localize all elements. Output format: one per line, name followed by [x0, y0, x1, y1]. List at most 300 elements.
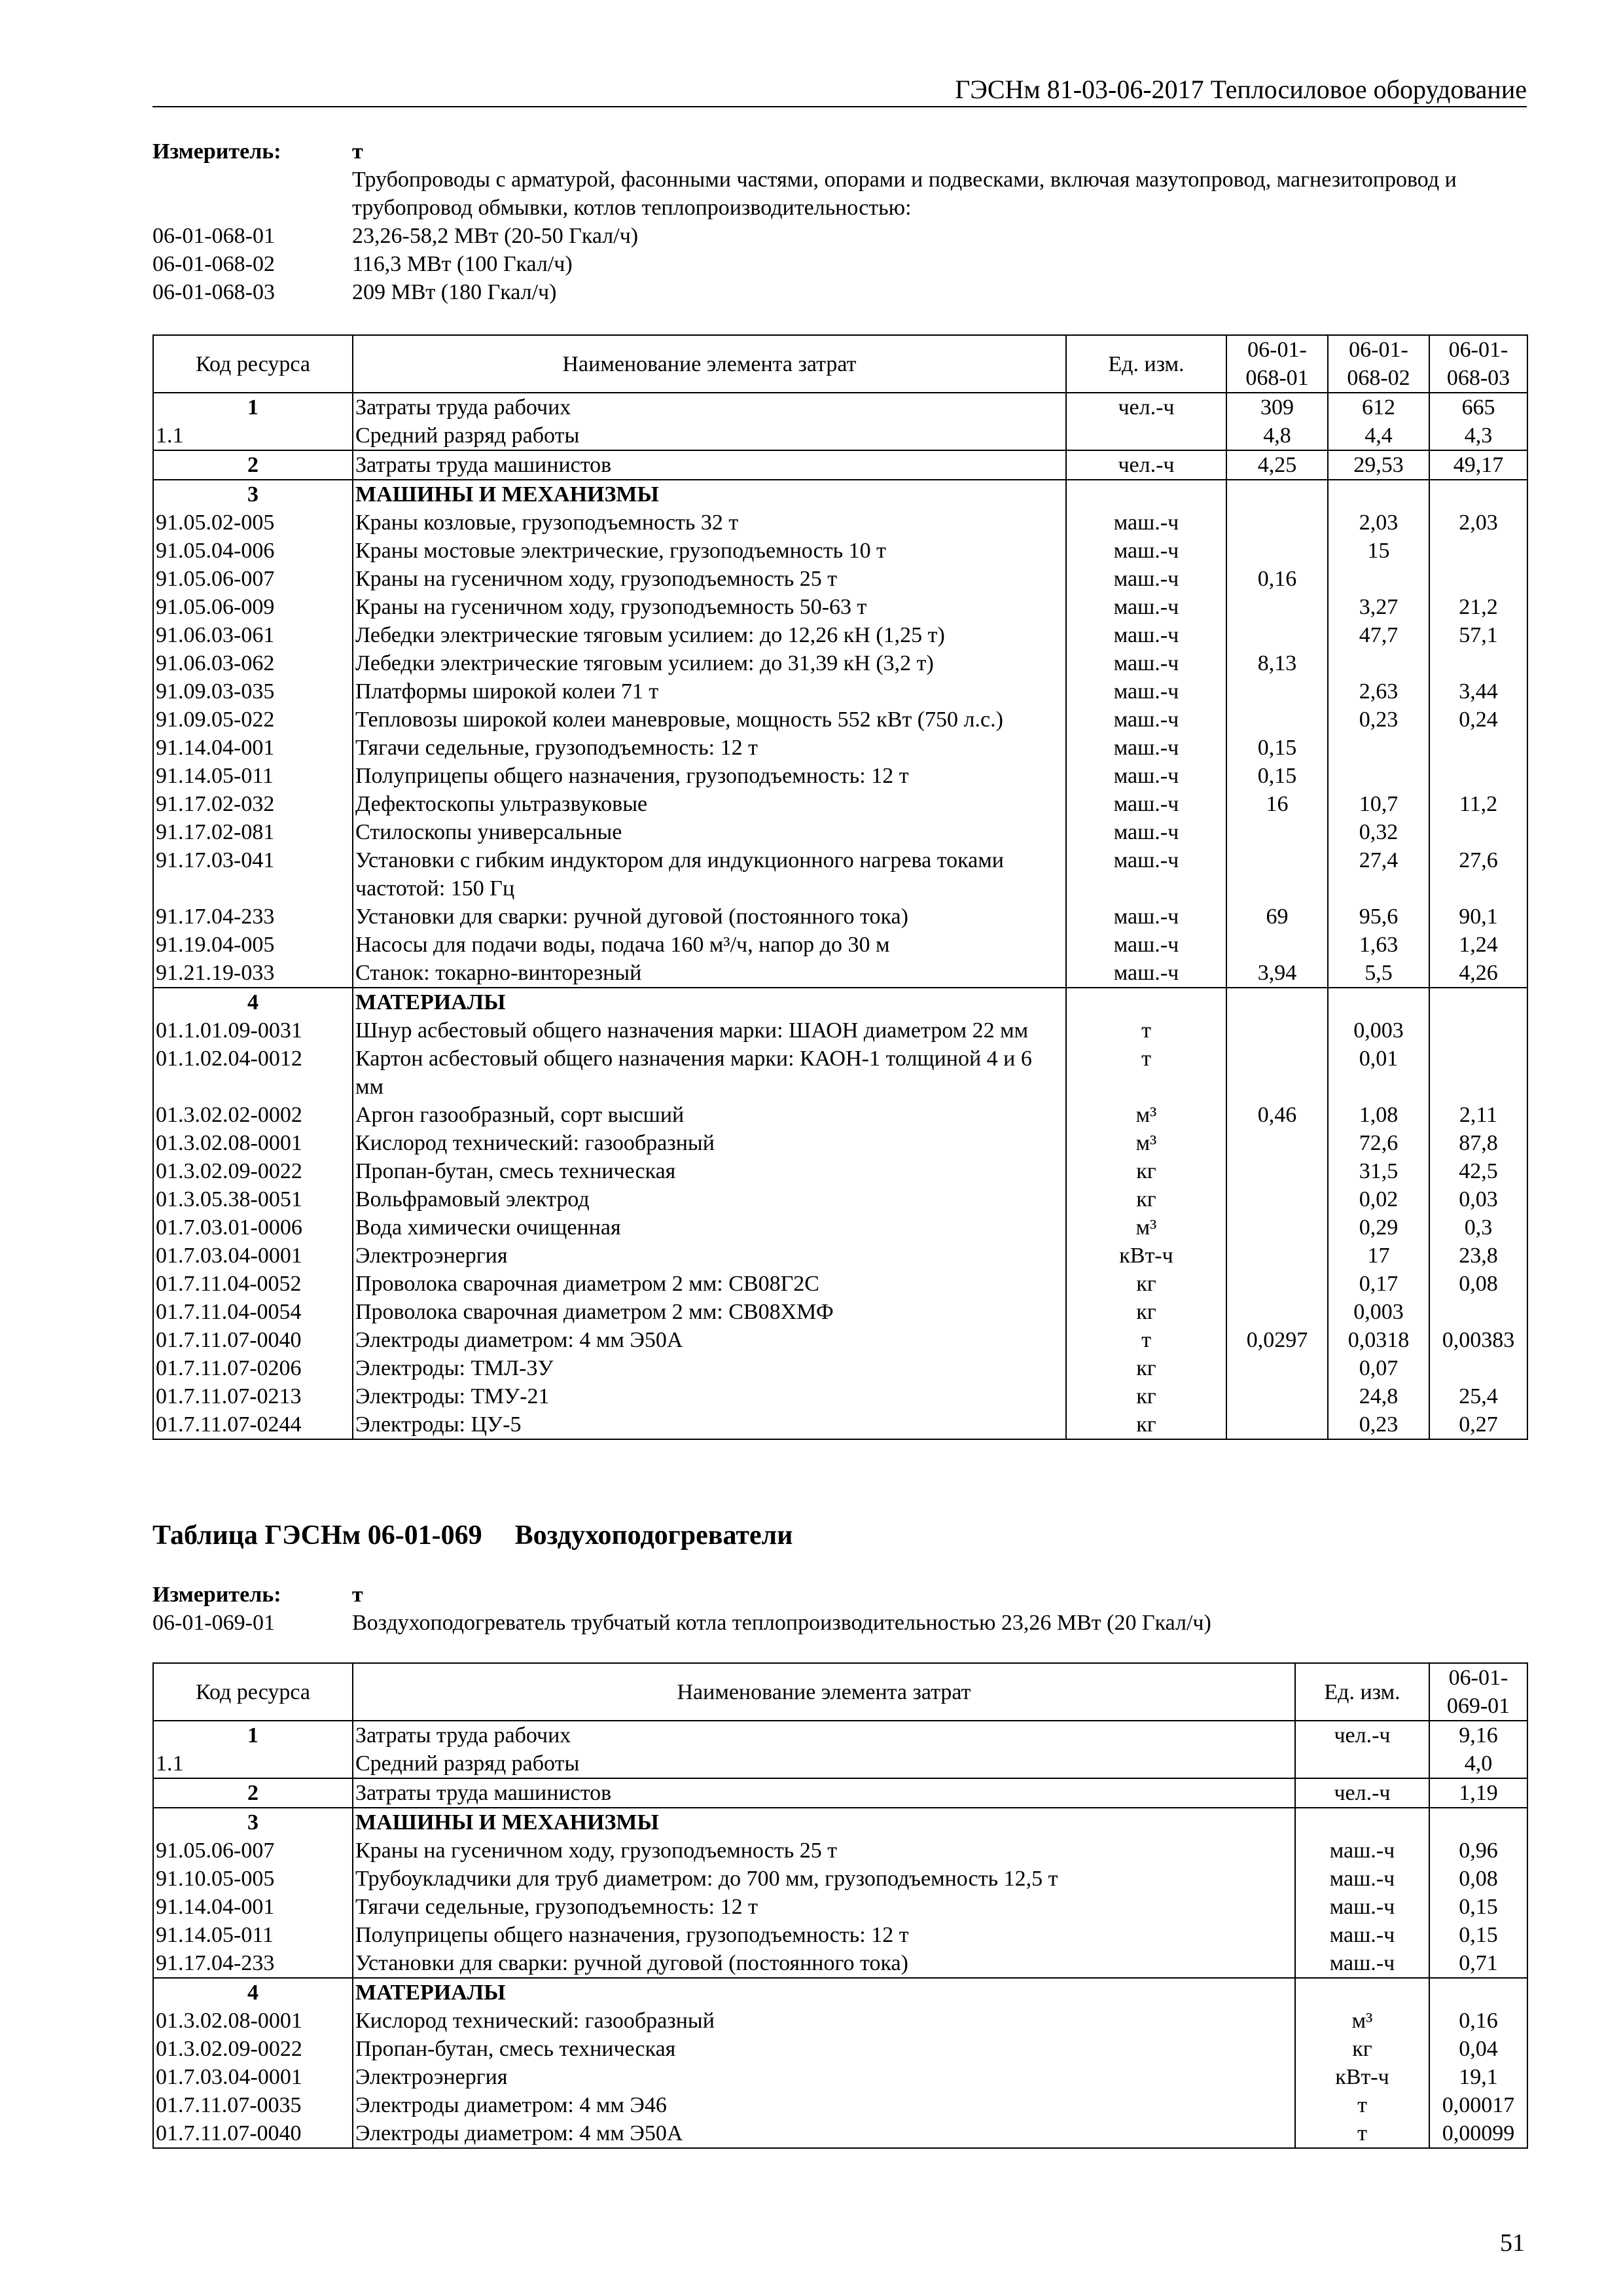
resource-name: Трубоукладчики для труб диаметром: до 700 мм, грузоподъемность 12,5 т [353, 1865, 1295, 1893]
resource-name: Картон асбестовый общего назначения марки: КАОН-1 толщиной 4 и 6 мм [353, 1045, 1066, 1101]
resource-code: 91.17.02-081 [153, 818, 353, 846]
resource-value-v1: 4,0 [1429, 1749, 1527, 1778]
resource-code: 01.7.11.07-0206 [153, 1354, 353, 1382]
resource-name: Затраты труда машинистов [353, 1778, 1295, 1808]
resource-value-v1: 0,15 [1429, 1921, 1527, 1949]
table-row [153, 450, 1527, 480]
resource-value-v1: 0,15 [1429, 1893, 1527, 1921]
work-item-code: 06-01-068-02 [152, 252, 275, 276]
resource-value-v2: 27,4 [1328, 846, 1429, 903]
resource-unit: кВт-ч [1066, 1242, 1226, 1270]
resource-unit: маш.-ч [1066, 931, 1226, 959]
resource-unit [1295, 1808, 1429, 1837]
resource-value-v3: 27,6 [1429, 846, 1527, 903]
resource-unit: маш.-ч [1295, 1921, 1429, 1949]
resource-value-v1 [1226, 509, 1328, 537]
resource-name: МАТЕРИАЛЫ [353, 988, 1066, 1016]
resource-value-v2 [1328, 480, 1429, 509]
resource-name: Краны мостовые электрические, грузоподъемность 10 т [353, 537, 1066, 565]
resource-code: 01.7.11.07-0040 [153, 1326, 353, 1354]
resource-value-v3 [1429, 565, 1527, 593]
resource-unit: м³ [1066, 1101, 1226, 1129]
resource-code: 1 [153, 1721, 353, 1749]
resource-unit: кг [1066, 1354, 1226, 1382]
resource-name: Кислород технический: газообразный [353, 1129, 1066, 1157]
resource-name: Тепловозы широкой колеи маневровые, мощность 552 кВт (750 л.с.) [353, 706, 1066, 734]
item-text: Воздухоподогреватель трубчатый котла теплопроизводительностью 23,26 МВт (20 Гкал/ч) [352, 1611, 1211, 1635]
resource-value-v2: 1,63 [1328, 931, 1429, 959]
resource-value-v3: 665 [1429, 393, 1527, 422]
resource-value-v3 [1429, 762, 1527, 790]
resource-name: Электроды: ТМУ-21 [353, 1382, 1066, 1410]
table-row [153, 1101, 1527, 1129]
resource-value-v2: 24,8 [1328, 1382, 1429, 1410]
resource-value-v2: 5,5 [1328, 959, 1429, 988]
resource-value-v1: 0,96 [1429, 1837, 1527, 1865]
resource-value-v3 [1429, 1354, 1527, 1382]
work-item [152, 250, 1527, 278]
table-row [153, 903, 1527, 931]
resource-value-v3 [1429, 1045, 1527, 1101]
resource-code: 91.17.04-233 [153, 1949, 353, 1978]
resource-value-v1 [1226, 1270, 1328, 1298]
resource-value-v2: 31,5 [1328, 1157, 1429, 1185]
resource-code: 4 [153, 1978, 353, 2007]
resource-name: Средний разряд работы [353, 1749, 1295, 1778]
resource-value-v3: 0,08 [1429, 1270, 1527, 1298]
resource-name: Затраты труда рабочих [353, 393, 1066, 422]
resource-code: 91.05.04-006 [153, 537, 353, 565]
resource-value-v1: 0,00017 [1429, 2091, 1527, 2119]
resource-unit: маш.-ч [1295, 1893, 1429, 1921]
resource-name: Краны на гусеничном ходу, грузоподъемность 25 т [353, 565, 1066, 593]
resource-unit: кг [1066, 1270, 1226, 1298]
resource-value-v2: 29,53 [1328, 450, 1429, 480]
col-header-code: Код ресурса [153, 1663, 353, 1721]
resource-unit: маш.-ч [1066, 677, 1226, 706]
resource-value-v1 [1226, 1157, 1328, 1185]
table-row [153, 734, 1527, 762]
resource-value-v1 [1429, 1808, 1527, 1837]
resource-value-v2: 0,02 [1328, 1185, 1429, 1213]
resource-value-v3: 0,03 [1429, 1185, 1527, 1213]
resource-value-v1: 0,00099 [1429, 2119, 1527, 2148]
meter-unit: т [352, 139, 363, 164]
resource-value-v2 [1328, 734, 1429, 762]
resource-code: 01.7.03.04-0001 [153, 1242, 353, 1270]
resource-unit: чел.-ч [1295, 1778, 1429, 1808]
resource-code: 01.7.11.07-0035 [153, 2091, 353, 2119]
resource-value-v3: 2,11 [1429, 1101, 1527, 1129]
col-header-unit: Ед. изм. [1295, 1663, 1429, 1721]
resource-name: Проволока сварочная диаметром 2 мм: СВ08Г2С [353, 1270, 1066, 1298]
resource-value-v3 [1429, 1298, 1527, 1326]
resource-unit [1066, 988, 1226, 1016]
resource-value-v2 [1328, 649, 1429, 677]
resource-name: Электроды: ТМЛ-3У [353, 1354, 1066, 1382]
resource-value-v3: 0,27 [1429, 1410, 1527, 1439]
col-header-068-02: 06-01-068-02 [1328, 335, 1429, 393]
table-row [153, 1354, 1527, 1382]
resource-unit: кВт-ч [1295, 2063, 1429, 2091]
works-description: Трубопроводы с арматурой, фасонными частями, опорами и подвесками, включая мазутопровод, магнезитопровод и трубопровод обмывки, котлов теплопроизводительностью: [352, 168, 1457, 220]
resource-unit: кг [1066, 1185, 1226, 1213]
resource-code: 91.05.06-007 [153, 565, 353, 593]
resource-value-v2: 4,4 [1328, 422, 1429, 450]
resource-value-v3: 11,2 [1429, 790, 1527, 818]
resource-table-068 [152, 334, 1528, 1440]
resource-value-v1 [1226, 1213, 1328, 1242]
resource-value-v3: 87,8 [1429, 1129, 1527, 1157]
table-row [153, 1242, 1527, 1270]
meter-label-2: Измеритель: [152, 1583, 281, 1607]
resource-unit: м³ [1066, 1213, 1226, 1242]
resource-value-v1: 9,16 [1429, 1721, 1527, 1749]
resource-code: 1 [153, 393, 353, 422]
resource-code: 3 [153, 1808, 353, 1837]
resource-unit: маш.-ч [1066, 818, 1226, 846]
resource-code: 01.7.11.07-0244 [153, 1410, 353, 1439]
resource-value-v3: 4,26 [1429, 959, 1527, 988]
resource-value-v2: 17 [1328, 1242, 1429, 1270]
resource-value-v1: 0,46 [1226, 1101, 1328, 1129]
table-row [153, 565, 1527, 593]
resource-value-v2: 0,23 [1328, 1410, 1429, 1439]
resource-value-v2: 47,7 [1328, 621, 1429, 649]
resource-name: Пропан-бутан, смесь техническая [353, 2035, 1295, 2063]
table-row [153, 931, 1527, 959]
resource-code: 91.21.19-033 [153, 959, 353, 988]
resource-value-v1 [1226, 1354, 1328, 1382]
resource-unit: маш.-ч [1066, 846, 1226, 903]
resource-value-v2 [1328, 565, 1429, 593]
table-row [153, 2007, 1527, 2035]
resource-unit [1295, 1749, 1429, 1778]
resource-value-v1 [1429, 1978, 1527, 2007]
table-row [153, 621, 1527, 649]
work-item-code: 06-01-068-01 [152, 224, 275, 248]
resource-unit: маш.-ч [1066, 762, 1226, 790]
resource-value-v1 [1226, 537, 1328, 565]
resource-value-v2: 15 [1328, 537, 1429, 565]
table-row [153, 1298, 1527, 1326]
resource-unit: маш.-ч [1066, 593, 1226, 621]
table-row [153, 1382, 1527, 1410]
resource-value-v1: 3,94 [1226, 959, 1328, 988]
col-header-069-01: 06-01-069-01 [1429, 1663, 1527, 1721]
resource-name: Краны на гусеничном ходу, грузоподъемность 50-63 т [353, 593, 1066, 621]
col-header-code: Код ресурса [153, 335, 353, 393]
resource-value-v3 [1429, 537, 1527, 565]
resource-value-v3: 1,24 [1429, 931, 1527, 959]
resource-value-v1: 8,13 [1226, 649, 1328, 677]
table-row [153, 1865, 1527, 1893]
resource-value-v1: 4,8 [1226, 422, 1328, 450]
resource-code: 91.09.05-022 [153, 706, 353, 734]
table-row [153, 1949, 1527, 1978]
table-row [153, 2119, 1527, 2148]
resource-value-v3: 25,4 [1429, 1382, 1527, 1410]
resource-value-v1 [1226, 1242, 1328, 1270]
resource-unit: маш.-ч [1066, 565, 1226, 593]
resource-value-v2: 0,003 [1328, 1298, 1429, 1326]
table-row [153, 1129, 1527, 1157]
resource-unit: маш.-ч [1066, 706, 1226, 734]
resource-value-v1 [1226, 1410, 1328, 1439]
resource-value-v3: 57,1 [1429, 621, 1527, 649]
table-row [153, 1921, 1527, 1949]
resource-value-v1 [1226, 988, 1328, 1016]
table-row [153, 2063, 1527, 2091]
resource-code: 01.7.11.04-0054 [153, 1298, 353, 1326]
resource-value-v1: 16 [1226, 790, 1328, 818]
table-row [153, 677, 1527, 706]
resource-value-v2: 72,6 [1328, 1129, 1429, 1157]
resource-unit: т [1066, 1016, 1226, 1045]
resource-unit: м³ [1066, 1129, 1226, 1157]
table-row [153, 1016, 1527, 1045]
resource-value-v2: 2,03 [1328, 509, 1429, 537]
table-title-code: Таблица ГЭСНм 06-01-069 [152, 1520, 482, 1551]
resource-value-v3: 90,1 [1429, 903, 1527, 931]
resource-value-v1: 19,1 [1429, 2063, 1527, 2091]
resource-value-v2: 1,08 [1328, 1101, 1429, 1129]
resource-value-v2: 0,29 [1328, 1213, 1429, 1242]
table-row [153, 1157, 1527, 1185]
table-row [153, 1270, 1527, 1298]
col-header-068-03: 06-01-068-03 [1429, 335, 1527, 393]
resource-value-v1: 0,15 [1226, 734, 1328, 762]
meter-block-068 [152, 137, 1527, 306]
resource-unit: маш.-ч [1295, 1949, 1429, 1978]
resource-code: 91.05.06-009 [153, 593, 353, 621]
resource-code: 91.14.05-011 [153, 1921, 353, 1949]
resource-code: 91.06.03-061 [153, 621, 353, 649]
resource-value-v2: 0,17 [1328, 1270, 1429, 1298]
resource-code: 01.1.01.09-0031 [153, 1016, 353, 1045]
resource-value-v2 [1328, 762, 1429, 790]
resource-code: 01.3.02.08-0001 [153, 2007, 353, 2035]
meter-block-069 [152, 1581, 1527, 1637]
resource-unit: т [1295, 2119, 1429, 2148]
resource-code: 91.14.04-001 [153, 734, 353, 762]
resource-code: 01.3.05.38-0051 [153, 1185, 353, 1213]
resource-name: Установки для сварки: ручной дуговой (постоянного тока) [353, 903, 1066, 931]
resource-value-v3: 49,17 [1429, 450, 1527, 480]
resource-code: 01.7.03.01-0006 [153, 1213, 353, 1242]
resource-name: Стилоскопы универсальные [353, 818, 1066, 846]
work-item-text: 209 МВт (180 Гкал/ч) [352, 280, 557, 304]
resource-value-v2: 3,27 [1328, 593, 1429, 621]
resource-unit [1295, 1978, 1429, 2007]
table-title-name: Воздухоподогреватели [514, 1520, 793, 1551]
table-row [153, 1326, 1527, 1354]
resource-value-v1 [1226, 706, 1328, 734]
resource-code: 91.10.05-005 [153, 1865, 353, 1893]
resource-unit [1066, 422, 1226, 450]
resource-name: Тягачи седельные, грузоподъемность: 12 т [353, 1893, 1295, 1921]
resource-value-v1 [1226, 1129, 1328, 1157]
resource-unit: т [1066, 1045, 1226, 1101]
resource-value-v1 [1226, 846, 1328, 903]
table-row [153, 393, 1527, 422]
resource-value-v3: 0,00383 [1429, 1326, 1527, 1354]
resource-code: 01.3.02.02-0002 [153, 1101, 353, 1129]
running-header: ГЭСНм 81-03-06-2017 Теплосиловое оборудование [152, 73, 1527, 107]
resource-code: 91.17.03-041 [153, 846, 353, 903]
resource-value-v1 [1226, 1185, 1328, 1213]
col-header-name: Наименование элемента затрат [353, 1663, 1295, 1721]
resource-code: 91.19.04-005 [153, 931, 353, 959]
resource-name: Электроды диаметром: 4 мм Э50А [353, 1326, 1066, 1354]
table-row [153, 818, 1527, 846]
resource-value-v1 [1226, 677, 1328, 706]
resource-name: Насосы для подачи воды, подача 160 м³/ч, напор до 30 м [353, 931, 1066, 959]
resource-value-v1: 0,15 [1226, 762, 1328, 790]
resource-code: 01.3.02.08-0001 [153, 1129, 353, 1157]
resource-value-v1 [1226, 593, 1328, 621]
resource-name: МАТЕРИАЛЫ [353, 1978, 1295, 2007]
resource-table-069 [152, 1662, 1528, 2149]
resource-value-v2: 0,01 [1328, 1045, 1429, 1101]
resource-value-v2: 0,003 [1328, 1016, 1429, 1045]
table-row [153, 1410, 1527, 1439]
table-row [153, 1837, 1527, 1865]
resource-value-v3: 0,3 [1429, 1213, 1527, 1242]
col-header-068-01: 06-01-068-01 [1226, 335, 1328, 393]
resource-code: 91.17.02-032 [153, 790, 353, 818]
table-row [153, 1749, 1527, 1778]
resource-unit: маш.-ч [1066, 734, 1226, 762]
resource-unit: маш.-ч [1066, 537, 1226, 565]
resource-value-v3: 0,24 [1429, 706, 1527, 734]
resource-value-v1 [1226, 818, 1328, 846]
resource-unit: маш.-ч [1295, 1865, 1429, 1893]
resource-value-v2: 612 [1328, 393, 1429, 422]
resource-name: Платформы широкой колеи 71 т [353, 677, 1066, 706]
table-row [153, 959, 1527, 988]
resource-value-v3 [1429, 734, 1527, 762]
resource-name: Кислород технический: газообразный [353, 2007, 1295, 2035]
resource-code: 91.05.02-005 [153, 509, 353, 537]
table-row [153, 1185, 1527, 1213]
resource-value-v1 [1226, 480, 1328, 509]
resource-value-v2: 0,32 [1328, 818, 1429, 846]
resource-code: 01.7.11.07-0040 [153, 2119, 353, 2148]
work-item [152, 278, 1527, 306]
resource-value-v2 [1328, 988, 1429, 1016]
resource-code: 1.1 [153, 422, 353, 450]
resource-unit: кг [1066, 1382, 1226, 1410]
resource-value-v1 [1226, 621, 1328, 649]
resource-name: Затраты труда рабочих [353, 1721, 1295, 1749]
table-row [153, 706, 1527, 734]
resource-name: Станок: токарно-винторезный [353, 959, 1066, 988]
resource-value-v3 [1429, 480, 1527, 509]
resource-code: 91.14.04-001 [153, 1893, 353, 1921]
table-title-069 [152, 1517, 793, 1554]
table-row [153, 593, 1527, 621]
resource-value-v3: 42,5 [1429, 1157, 1527, 1185]
table-row [153, 988, 1527, 1016]
resource-unit: маш.-ч [1066, 790, 1226, 818]
resource-value-v3 [1429, 649, 1527, 677]
resource-name: Проволока сварочная диаметром 2 мм: СВ08ХМФ [353, 1298, 1066, 1326]
resource-name: Краны на гусеничном ходу, грузоподъемность 25 т [353, 1837, 1295, 1865]
resource-code: 4 [153, 988, 353, 1016]
table-row [153, 649, 1527, 677]
resource-name: Полуприцепы общего назначения, грузоподъемность: 12 т [353, 1921, 1295, 1949]
work-item [152, 222, 1527, 250]
table-row [153, 1978, 1527, 2007]
resource-unit: маш.-ч [1295, 1837, 1429, 1865]
resource-code: 91.05.06-007 [153, 1837, 353, 1865]
page-number: 51 [1500, 2229, 1525, 2257]
resource-value-v1 [1226, 1016, 1328, 1045]
table-row [153, 422, 1527, 450]
resource-value-v3: 21,2 [1429, 593, 1527, 621]
table-header-row [153, 1663, 1527, 1721]
table-row [153, 1893, 1527, 1921]
resource-unit: чел.-ч [1066, 393, 1226, 422]
resource-value-v3: 23,8 [1429, 1242, 1527, 1270]
resource-value-v3: 2,03 [1429, 509, 1527, 537]
resource-name: Электроды диаметром: 4 мм Э50А [353, 2119, 1295, 2148]
resource-name: Электроэнергия [353, 1242, 1066, 1270]
resource-code: 91.17.04-233 [153, 903, 353, 931]
resource-unit: маш.-ч [1066, 621, 1226, 649]
resource-value-v1: 309 [1226, 393, 1328, 422]
resource-unit: маш.-ч [1066, 903, 1226, 931]
table-row [153, 509, 1527, 537]
table-row [153, 1045, 1527, 1101]
table-row [153, 2035, 1527, 2063]
resource-code: 01.3.02.09-0022 [153, 1157, 353, 1185]
work-item-text: 23,26-58,2 МВт (20-50 Гкал/ч) [352, 224, 639, 248]
resource-name: Электроэнергия [353, 2063, 1295, 2091]
resource-unit: кг [1066, 1157, 1226, 1185]
resource-value-v1: 0,16 [1429, 2007, 1527, 2035]
resource-code: 01.7.03.04-0001 [153, 2063, 353, 2091]
table-row [153, 537, 1527, 565]
resource-value-v3 [1429, 818, 1527, 846]
resource-name: Установки для сварки: ручной дуговой (постоянного тока) [353, 1949, 1295, 1978]
resource-name: Установки с гибким индуктором для индукционного нагрева токами частотой: 150 Гц [353, 846, 1066, 903]
resource-value-v2: 10,7 [1328, 790, 1429, 818]
resource-name: Средний разряд работы [353, 422, 1066, 450]
resource-value-v1: 0,04 [1429, 2035, 1527, 2063]
resource-name: Полуприцепы общего назначения, грузоподъемность: 12 т [353, 762, 1066, 790]
resource-unit: кг [1295, 2035, 1429, 2063]
resource-code: 2 [153, 1778, 353, 1808]
resource-unit: чел.-ч [1066, 450, 1226, 480]
resource-value-v2: 0,07 [1328, 1354, 1429, 1382]
item-code: 06-01-069-01 [152, 1611, 275, 1635]
resource-unit: т [1295, 2091, 1429, 2119]
resource-value-v1: 0,08 [1429, 1865, 1527, 1893]
resource-value-v3: 3,44 [1429, 677, 1527, 706]
resource-name: Вольфрамовый электрод [353, 1185, 1066, 1213]
table-row [153, 480, 1527, 509]
resource-name: Затраты труда машинистов [353, 450, 1066, 480]
table-header-row [153, 335, 1527, 393]
resource-name: Аргон газообразный, сорт высший [353, 1101, 1066, 1129]
resource-unit: м³ [1295, 2007, 1429, 2035]
resource-value-v1 [1226, 1045, 1328, 1101]
resource-name: МАШИНЫ И МЕХАНИЗМЫ [353, 480, 1066, 509]
resource-value-v1 [1226, 931, 1328, 959]
resource-name: МАШИНЫ И МЕХАНИЗМЫ [353, 1808, 1295, 1837]
